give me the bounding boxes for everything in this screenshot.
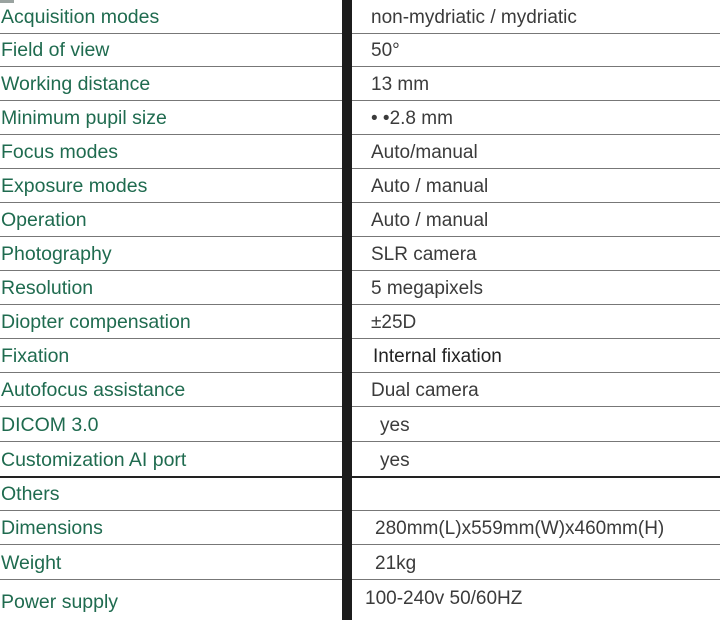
spec-label: Fixation <box>1 345 70 367</box>
spec-value: 5 megapixels <box>371 278 483 299</box>
spec-row-exposure-modes <box>0 169 720 203</box>
spec-label: Weight <box>1 552 62 574</box>
column-divider <box>342 0 352 620</box>
spec-row-operation <box>0 203 720 237</box>
spec-label: Working distance <box>1 73 151 95</box>
spec-value: 100-240v 50/60HZ <box>365 588 523 609</box>
spec-row-focus-modes <box>0 135 720 169</box>
spec-label: Dimensions <box>1 517 103 539</box>
spec-row-working-distance <box>0 67 720 101</box>
spec-value: Dual camera <box>371 380 479 401</box>
spec-value: Auto/manual <box>371 142 478 163</box>
spec-row-photography <box>0 237 720 271</box>
spec-row-fixation <box>0 339 720 373</box>
spec-value: Auto / manual <box>371 176 489 197</box>
spec-value: • •2.8 mm <box>371 108 453 129</box>
spec-row-others <box>0 478 720 511</box>
spec-value: 13 mm <box>371 74 430 95</box>
spec-label: Others <box>1 483 60 505</box>
spec-label: Photography <box>1 243 112 265</box>
spec-row-autofocus-assistance <box>0 373 720 407</box>
spec-label: Acquisition modes <box>1 6 160 28</box>
spec-value: yes <box>380 415 410 436</box>
spec-label: Focus modes <box>1 141 119 163</box>
spec-row-acquisition-modes <box>0 0 720 34</box>
spec-value: Internal fixation <box>373 346 502 367</box>
spec-value: 50° <box>371 40 400 61</box>
spec-row-power-supply <box>0 580 720 620</box>
spec-value: yes <box>380 450 410 471</box>
spec-row-resolution <box>0 271 720 305</box>
spec-row-dimensions <box>0 511 720 545</box>
spec-label: Field of view <box>1 39 110 61</box>
spec-row-weight <box>0 545 720 580</box>
spec-row-customization-ai-port <box>0 442 720 478</box>
spec-label: Diopter compensation <box>1 311 191 333</box>
spec-value: 21kg <box>375 553 417 574</box>
spec-value: non-mydriatic / mydriatic <box>371 7 577 28</box>
spec-value: SLR camera <box>371 244 477 265</box>
spec-label: Resolution <box>1 277 94 299</box>
spec-label: Minimum pupil size <box>1 107 167 129</box>
spec-label: DICOM 3.0 <box>1 414 99 436</box>
spec-row-field-of-view <box>0 34 720 67</box>
spec-label: Customization AI port <box>1 449 187 471</box>
spec-row-minimum-pupil-size <box>0 101 720 135</box>
spec-row-dicom <box>0 407 720 442</box>
spec-label: Operation <box>1 209 87 231</box>
spec-label: Exposure modes <box>1 175 148 197</box>
spec-label: Autofocus assistance <box>1 379 186 401</box>
spec-value: Auto / manual <box>371 210 489 231</box>
spec-row-diopter-compensation <box>0 305 720 339</box>
spec-label: Power supply <box>1 591 119 613</box>
spec-value: ±25D <box>371 312 417 333</box>
spec-value: 280mm(L)x559mm(W)x460mm(H) <box>375 518 665 539</box>
